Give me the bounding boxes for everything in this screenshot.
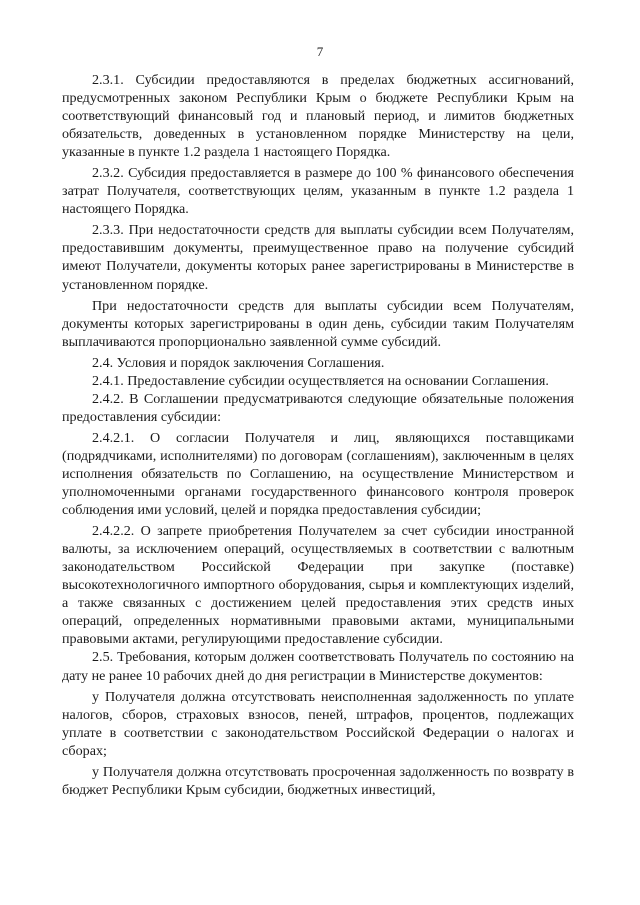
paragraph-2-3-2: 2.3.2. Субсидия предоставляется в размере до 100 % финансового обеспечения затрат Получателя, соответствующих целям, указанным в пункте 1.2 раздела 1 настоящего Порядка. [62, 165, 574, 218]
paragraph-2-4-heading: 2.4. Условия и порядок заключения Соглашения. [92, 354, 385, 371]
paragraph-2-4-2-2: 2.4.2.2. О запрете приобретения Получателем за счет субсидии иностранной валюты, за исключением операций, осуществляемых в соответствии с валютным законодательством Российской Федерации при закупке (поставке) высокотехнологичного импортного оборудования, сырья и комплектующих изделий, а также связанных с достижением целей предоставления этих средств иных операций, определенных нормативными правовыми актами, муниципальными правовыми актами, регулирующими предоставление субсидии. [62, 523, 574, 648]
document-body [62, 68, 574, 799]
paragraph-overdue-debt: у Получателя должна отсутствовать просроченная задолженность по возврату в бюджет Республики Крым субсидии, бюджетных инвестиций, [62, 763, 574, 798]
paragraph-insufficient-funds: При недостаточности средств для выплаты субсидии всем Получателям, документы которых зарегистрированы в один день, субсидии таким Получателям выплачиваются пропорционально заявленной сумме субсидий. [62, 297, 574, 350]
paragraph-tax-debt: у Получателя должна отсутствовать неисполненная задолженность по уплате налогов, сборов, страховых взносов, пеней, штрафов, процентов, подлежащих уплате в соответствии с законодательством Российской Федерации о налогах и сборах; [62, 688, 574, 759]
page-number: 7 [316, 44, 324, 59]
paragraph-2-4-2-1: 2.4.2.1. О согласии Получателя и лиц, являющихся поставщиками (подрядчиками, исполнителями) по договорам (соглашениям), заключенным в целях исполнения обязательств по Соглашению, на осуществление Министерством и уполномоченными органами государственного финансового контроля проверок соблюдения ими условий, целей и порядка предоставления субсидии; [62, 429, 574, 519]
paragraph-2-3-1: 2.3.1. Субсидии предоставляются в пределах бюджетных ассигнований, предусмотренных законом Республики Крым о бюджете Республики Крым на соответствующий финансовый год и плановый период, и лимитов бюджетных обязательств, доведенных в установленном порядке Министерству на цели, указанные в пункте 1.2 раздела 1 настоящего Порядка. [62, 72, 574, 161]
paragraph-2-4-1: 2.4.1. Предоставление субсидии осуществляется на основании Соглашения. [92, 372, 549, 389]
paragraph-2-3-3: 2.3.3. При недостаточности средств для выплаты субсидии всем Получателям, предоставившим документы, преимущественное право на получение субсидий имеют Получатели, документы которых ранее зарегистрированы в Министерстве в установленном порядке. [62, 222, 574, 293]
paragraph-2-4-2: 2.4.2. В Соглашении предусматриваются следующие обязательные положения предоставления субсидии: [62, 390, 574, 425]
paragraph-2-5: 2.5. Требования, которым должен соответствовать Получатель по состоянию на дату не ранее 10 рабочих дней до дня регистрации в Министерстве документов: [62, 649, 574, 684]
